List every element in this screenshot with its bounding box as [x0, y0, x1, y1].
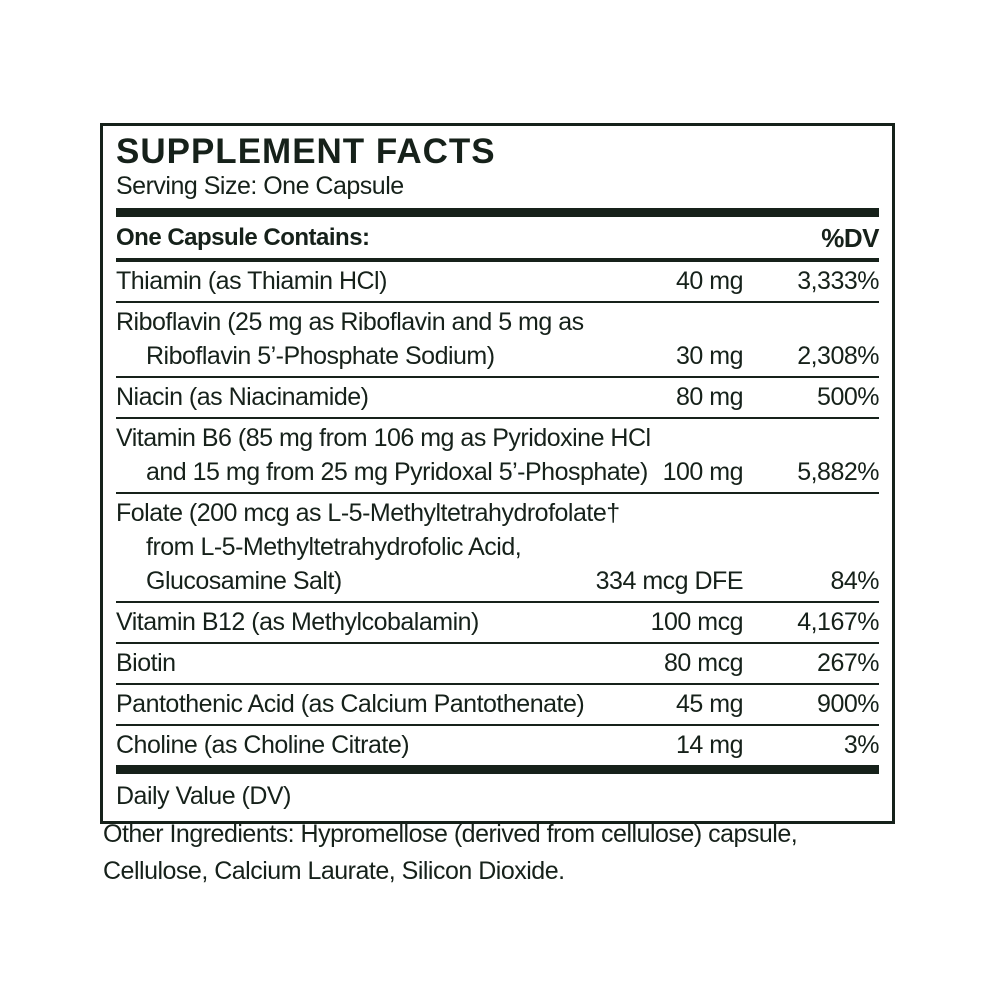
nutrient-name-line: from L-5-Methyltetrahydrofolic Acid,	[146, 533, 522, 561]
nutrient-dv: 84%	[830, 567, 879, 595]
nutrient-dv: 267%	[817, 649, 879, 677]
nutrient-row-folate	[116, 494, 879, 603]
nutrient-name-line: Glucosamine Salt)	[146, 567, 342, 595]
nutrient-dv: 900%	[817, 690, 879, 718]
nutrient-name-line: Riboflavin 5’-Phosphate Sodium)	[146, 342, 495, 370]
nutrient-name-line: Vitamin B6 (85 mg from 106 mg as Pyridoxine HCl	[116, 424, 651, 452]
nutrient-amount: 100 mcg	[650, 608, 743, 636]
nutrient-name: Vitamin B12 (as Methylcobalamin)	[116, 608, 479, 636]
nutrient-name-line: Folate (200 mcg as L-5-Methyltetrahydrofolate†	[116, 499, 620, 527]
nutrient-row-pantothenic-acid	[116, 685, 879, 726]
nutrient-dv: 2,308%	[797, 342, 879, 370]
nutrient-dv: 4,167%	[797, 608, 879, 636]
supplement-facts-panel	[100, 123, 895, 824]
nutrient-amount: 334 mcg DFE	[595, 567, 743, 595]
nutrient-amount: 14 mg	[676, 731, 743, 759]
nutrient-row-riboflavin	[116, 303, 879, 378]
nutrient-name: Niacin (as Niacinamide)	[116, 383, 369, 411]
nutrient-row-vitamin-b6	[116, 419, 879, 494]
nutrient-dv: 5,882%	[797, 458, 879, 486]
nutrient-name: Thiamin (as Thiamin HCl)	[116, 267, 387, 295]
nutrient-amount: 45 mg	[676, 690, 743, 718]
nutrient-amount: 80 mg	[676, 383, 743, 411]
nutrient-amount: 40 mg	[676, 267, 743, 295]
nutrient-row-vitamin-b12	[116, 603, 879, 644]
nutrient-name-line: and 15 mg from 25 mg Pyridoxal 5’-Phosphate)	[146, 458, 648, 486]
other-ingredients-line: Other Ingredients: Hypromellose (derived from cellulose) capsule,	[103, 820, 798, 848]
nutrient-dv: 3,333%	[797, 267, 879, 295]
nutrient-name-line: Riboflavin (25 mg as Riboflavin and 5 mg as	[116, 308, 584, 336]
other-ingredients	[103, 816, 973, 890]
nutrient-amount: 80 mcg	[664, 649, 743, 677]
divider-thick-bottom	[116, 765, 879, 774]
nutrient-row-biotin	[116, 644, 879, 685]
nutrient-row-niacin	[116, 378, 879, 419]
nutrient-row-choline	[116, 726, 879, 765]
nutrient-name: Pantothenic Acid (as Calcium Pantothenate)	[116, 690, 585, 718]
column-header-dv: %DV	[821, 223, 879, 253]
column-header-contains: One Capsule Contains:	[116, 224, 370, 251]
daily-value-footnote: Daily Value (DV)	[116, 782, 291, 810]
serving-size: Serving Size: One Capsule	[116, 172, 404, 200]
nutrient-dv: 500%	[817, 383, 879, 411]
nutrient-row-thiamin	[116, 262, 879, 303]
other-ingredients-line: Cellulose, Calcium Laurate, Silicon Dioxide.	[103, 857, 565, 885]
divider-thick-top	[116, 208, 879, 217]
panel-title: SUPPLEMENT FACTS	[116, 132, 496, 171]
nutrient-name: Biotin	[116, 649, 176, 677]
nutrient-name: Choline (as Choline Citrate)	[116, 731, 410, 759]
nutrient-amount: 30 mg	[676, 342, 743, 370]
column-header-row	[116, 217, 879, 262]
nutrient-amount: 100 mg	[662, 458, 743, 486]
nutrient-dv: 3%	[843, 731, 879, 759]
